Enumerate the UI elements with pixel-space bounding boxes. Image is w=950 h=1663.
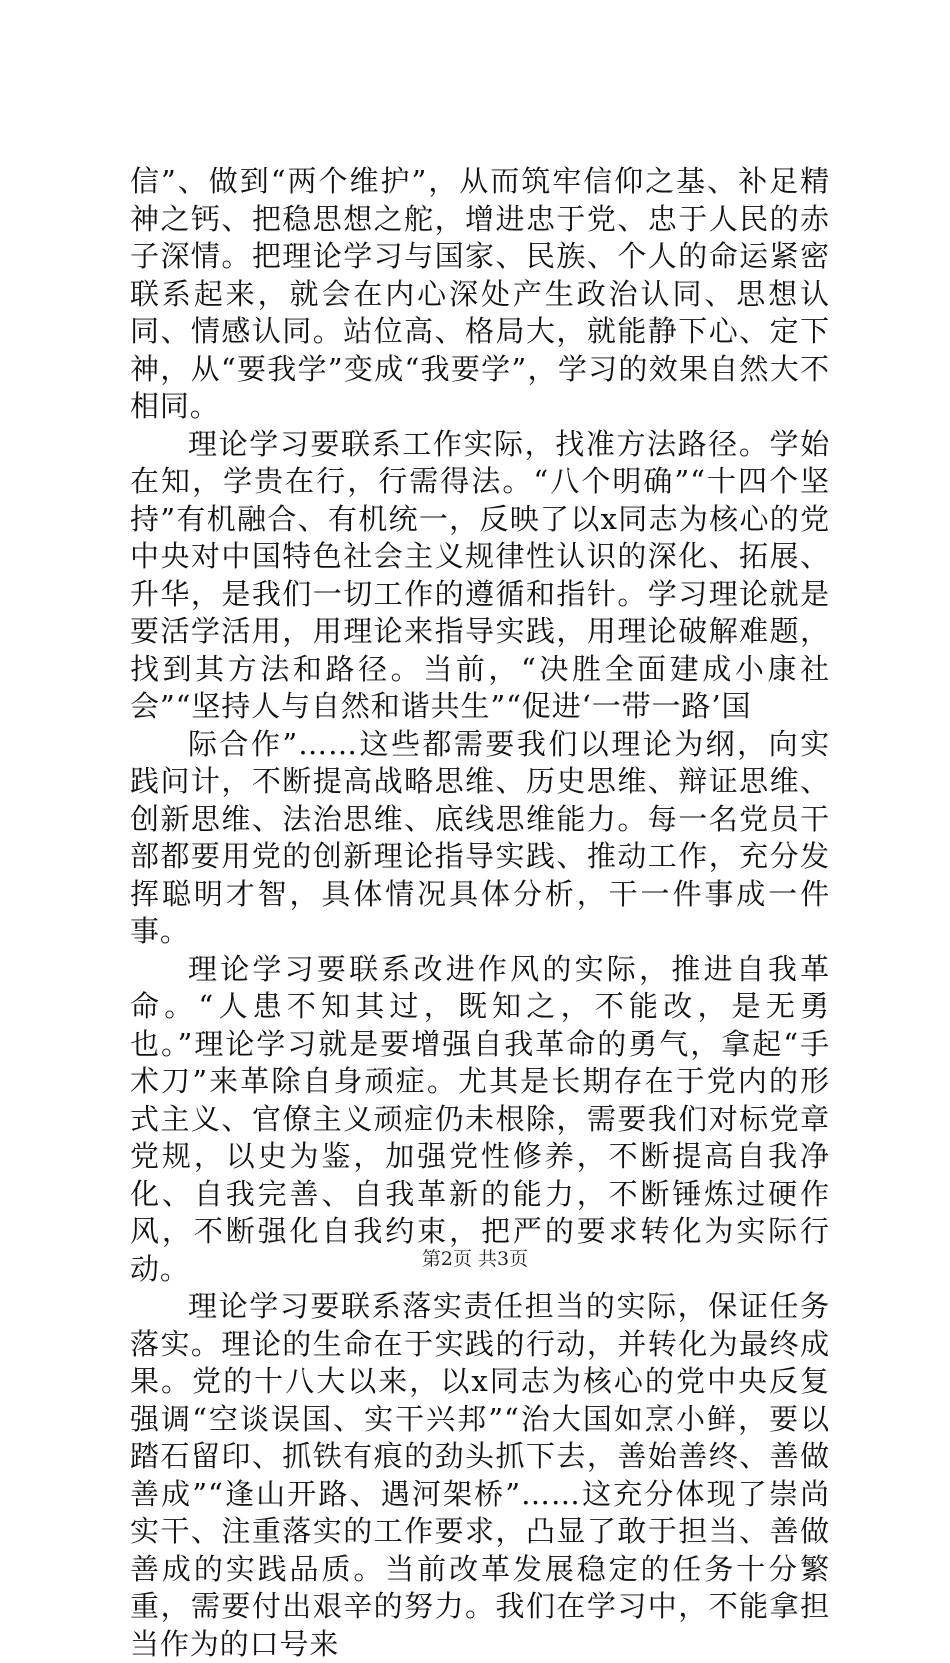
- paragraph-continuation: 信”、做到“两个维护”，从而筑牢信仰之基、补足精神之钙、把稳思想之舵，增进忠于党、忠于人民的赤子深情。把理论学习与国家、民族、个人的命运紧密联系起来，就会在内心深处产生政治认同、思想认同、情感认同。站位高、格局大，就能静下心、定下神，从“要我学”变成“我要学”，学习的效果自然大不相同。: [130, 164, 830, 423]
- paragraph-responsibility: 理论学习要联系落实责任担当的实际，保证任务落实。理论的生命在于实践的行动，并转化为最终成果。党的十八大以来，以x同志为核心的党中央反复强调“空谈误国、实干兴邦”“治大国如烹小鲜，要以踏石留印、抓铁有痕的劲头抓下去，善始善终、善做善成”“逢山开路、遇河架桥”……这充分体现了崇尚实干、注重落实的工作要求，凸显了敢于担当、善做善成的实践品质。当前改革发展稳定的任务十分繁重，需要付出艰辛的努力。我们在学习中，不能拿担当作为的口号来: [130, 1289, 830, 1661]
- document-body: [130, 163, 830, 1663]
- page-number-footer: 第2页 共3页: [421, 1248, 529, 1270]
- paragraph-international-cooperation: 际合作”……这些都需要我们以理论为纲，向实践问计，不断提高战略思维、历史思维、辩证思维、创新思维、法治思维、底线思维能力。每一名党员干部都要用党的创新理论指导实践、推动工作，充分发挥聪明才智，具体情况具体分析，干一件事成一件事。: [130, 726, 830, 948]
- paragraph-work-style: 理论学习要联系改进作风的实际，推进自我革命。“人患不知其过，既知之，不能改，是无勇也。”理论学习就是要增强自我革命的勇气，拿起“手术刀”来革除自身顽症。尤其是长期存在于党内的形式主义、官僚主义顽症仍未根除，需要我们对标党章党规，以史为鉴，加强党性修养，不断提高自我净化、自我完善、自我革新的能力，不断锤炼过硬作风，不断强化自我约束，把严的要求转化为实际行动。: [130, 951, 830, 1286]
- paragraph-work-practice: 理论学习要联系工作实际，找准方法路径。学始在知，学贵在行，行需得法。“八个明确”“十四个坚持”有机融合、有机统一，反映了以x同志为核心的党中央对中国特色社会主义规律性认识的深化、拓展、升华，是我们一切工作的遵循和指针。学习理论就是要活学活用，用理论来指导实践，用理论破解难题，找到其方法和路径。当前，“决胜全面建成小康社会”“坚持人与自然和谐共生”“促进‘一带一路’国: [130, 426, 830, 723]
